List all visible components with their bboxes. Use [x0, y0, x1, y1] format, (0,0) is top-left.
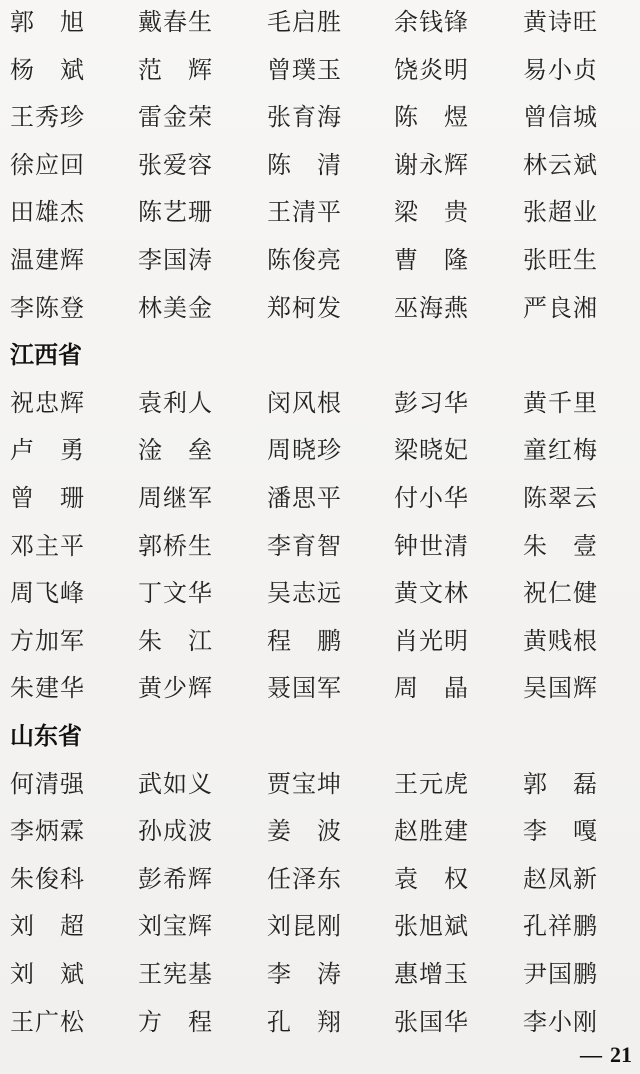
- person-name: 彭希辉: [138, 864, 213, 893]
- person-name: 黄文林: [394, 579, 469, 608]
- person-name: 赵胜建: [394, 817, 469, 846]
- person-name: 严良湘: [523, 293, 598, 322]
- person-name: 张育海: [267, 103, 342, 132]
- person-name: 张国华: [394, 1007, 469, 1036]
- person-name: 王广松: [10, 1007, 85, 1036]
- person-name: 何清强: [10, 769, 85, 798]
- name-row: [0, 50, 640, 90]
- person-name: 戴春生: [138, 8, 213, 36]
- name-row: [0, 478, 640, 518]
- person-name: 张爱容: [138, 150, 213, 179]
- name-row: [0, 430, 640, 470]
- person-name: 方加军: [10, 626, 85, 655]
- person-name: 尹国鹏: [523, 960, 598, 988]
- person-name: 淦 垒: [138, 436, 213, 465]
- name-row: [0, 288, 640, 328]
- person-name: 钟世清: [394, 531, 469, 560]
- person-name: 丁文华: [138, 579, 213, 608]
- page-number-dash: —: [580, 1042, 602, 1067]
- name-row: [0, 240, 640, 280]
- name-row: [0, 573, 640, 613]
- person-name: 付小华: [394, 484, 469, 512]
- person-name: 王宪基: [138, 960, 213, 988]
- name-row: [0, 811, 640, 851]
- person-name: 任泽东: [267, 864, 342, 893]
- person-name: 刘宝辉: [138, 912, 213, 941]
- person-name: 朱建华: [10, 674, 85, 703]
- person-name: 林美金: [138, 293, 213, 322]
- person-name: 曾 珊: [10, 484, 85, 512]
- name-row: [0, 383, 640, 423]
- person-name: 刘 超: [10, 912, 85, 941]
- person-name: 李国涛: [138, 246, 213, 274]
- person-name: 梁晓妃: [394, 436, 469, 465]
- person-name: 曾信城: [523, 103, 598, 132]
- person-name: 卢 勇: [10, 436, 85, 465]
- name-row: [0, 192, 640, 232]
- person-name: 郭桥生: [138, 531, 213, 560]
- person-name: 饶炎明: [394, 55, 469, 84]
- person-name: 黄诗旺: [523, 8, 598, 36]
- person-name: 袁 权: [394, 864, 469, 893]
- name-row: [0, 621, 640, 661]
- person-name: 曹 隆: [394, 246, 469, 274]
- person-name: 巫海燕: [394, 293, 469, 322]
- person-name: 陈 清: [267, 150, 342, 179]
- person-name: 闵风根: [267, 388, 342, 417]
- person-name: 惠增玉: [394, 960, 469, 988]
- person-name: 潘思平: [267, 484, 342, 512]
- person-name: 李 嘎: [523, 817, 598, 846]
- person-name: 易小贞: [523, 55, 598, 84]
- person-name: 邓主平: [10, 531, 85, 560]
- person-name: 吴国辉: [523, 674, 598, 703]
- name-row: [0, 526, 640, 566]
- person-name: 王秀珍: [10, 103, 85, 132]
- person-name: 姜 波: [267, 817, 342, 846]
- person-name: 袁利人: [138, 388, 213, 417]
- name-row: [0, 906, 640, 946]
- person-name: 聂国军: [267, 674, 342, 703]
- person-name: 李 涛: [267, 960, 342, 988]
- person-name: 刘 斌: [10, 960, 85, 988]
- person-name: 周继军: [138, 484, 213, 512]
- person-name: 王清平: [267, 198, 342, 227]
- name-row: [0, 668, 640, 708]
- person-name: 童红梅: [523, 436, 598, 465]
- person-name: 朱 江: [138, 626, 213, 655]
- person-name: 徐应回: [10, 150, 85, 179]
- person-name: 王元虎: [394, 769, 469, 798]
- person-name: 郑柯发: [267, 293, 342, 322]
- person-name: 赵凤新: [523, 864, 598, 893]
- person-name: 贾宝坤: [267, 769, 342, 798]
- person-name: 周晓珍: [267, 436, 342, 465]
- person-name: 黄少辉: [138, 674, 213, 703]
- person-name: 谢永辉: [394, 150, 469, 179]
- person-name: 武如义: [138, 769, 213, 798]
- person-name: 曾璞玉: [267, 55, 342, 84]
- person-name: 范 辉: [138, 55, 213, 84]
- person-name: 朱俊科: [10, 864, 85, 893]
- person-name: 梁 贵: [394, 198, 469, 227]
- person-name: 余钱锋: [394, 8, 469, 36]
- person-name: 雷金荣: [138, 103, 213, 132]
- person-name: 陈俊亮: [267, 246, 342, 274]
- name-row: [0, 2, 640, 42]
- person-name: 方 程: [138, 1007, 213, 1036]
- person-name: 黄贱根: [523, 626, 598, 655]
- person-name: 李陈登: [10, 293, 85, 322]
- person-name: 郭 磊: [523, 769, 598, 798]
- name-row: [0, 764, 640, 804]
- person-name: 彭习华: [394, 388, 469, 417]
- person-name: 杨 斌: [10, 55, 85, 84]
- person-name: 朱 壹: [523, 531, 598, 560]
- person-name: 肖光明: [394, 626, 469, 655]
- person-name: 张旭斌: [394, 912, 469, 941]
- person-name: 毛启胜: [267, 8, 342, 36]
- name-row: [0, 97, 640, 137]
- province-heading: 江西省: [10, 341, 82, 370]
- person-name: 陈 煜: [394, 103, 469, 132]
- person-name: 周 晶: [394, 674, 469, 703]
- person-name: 张旺生: [523, 246, 598, 274]
- person-name: 田雄杰: [10, 198, 85, 227]
- person-name: 张超业: [523, 198, 598, 227]
- person-name: 周飞峰: [10, 579, 85, 608]
- name-row: [0, 954, 640, 994]
- person-name: 孔祥鹏: [523, 912, 598, 941]
- person-name: 祝仁健: [523, 579, 598, 608]
- person-name: 吴志远: [267, 579, 342, 608]
- person-name: 温建辉: [10, 246, 85, 274]
- page-number: [580, 1042, 632, 1068]
- person-name: 刘昆刚: [267, 912, 342, 941]
- person-name: 李小刚: [523, 1007, 598, 1036]
- person-name: 郭 旭: [10, 8, 85, 36]
- person-name: 祝忠辉: [10, 388, 85, 417]
- person-name: 孔 翔: [267, 1007, 342, 1036]
- page-number-value: 21: [610, 1042, 632, 1067]
- person-name: 黄千里: [523, 388, 598, 417]
- person-name: 陈艺珊: [138, 198, 213, 227]
- person-name: 林云斌: [523, 150, 598, 179]
- person-name: 陈翠云: [523, 484, 598, 512]
- name-row: [0, 1002, 640, 1042]
- person-name: 李炳霖: [10, 817, 85, 846]
- person-name: 程 鹏: [267, 626, 342, 655]
- name-row: [0, 145, 640, 185]
- name-row: [0, 859, 640, 899]
- province-heading: 山东省: [10, 722, 82, 750]
- person-name: 李育智: [267, 531, 342, 560]
- person-name: 孙成波: [138, 817, 213, 846]
